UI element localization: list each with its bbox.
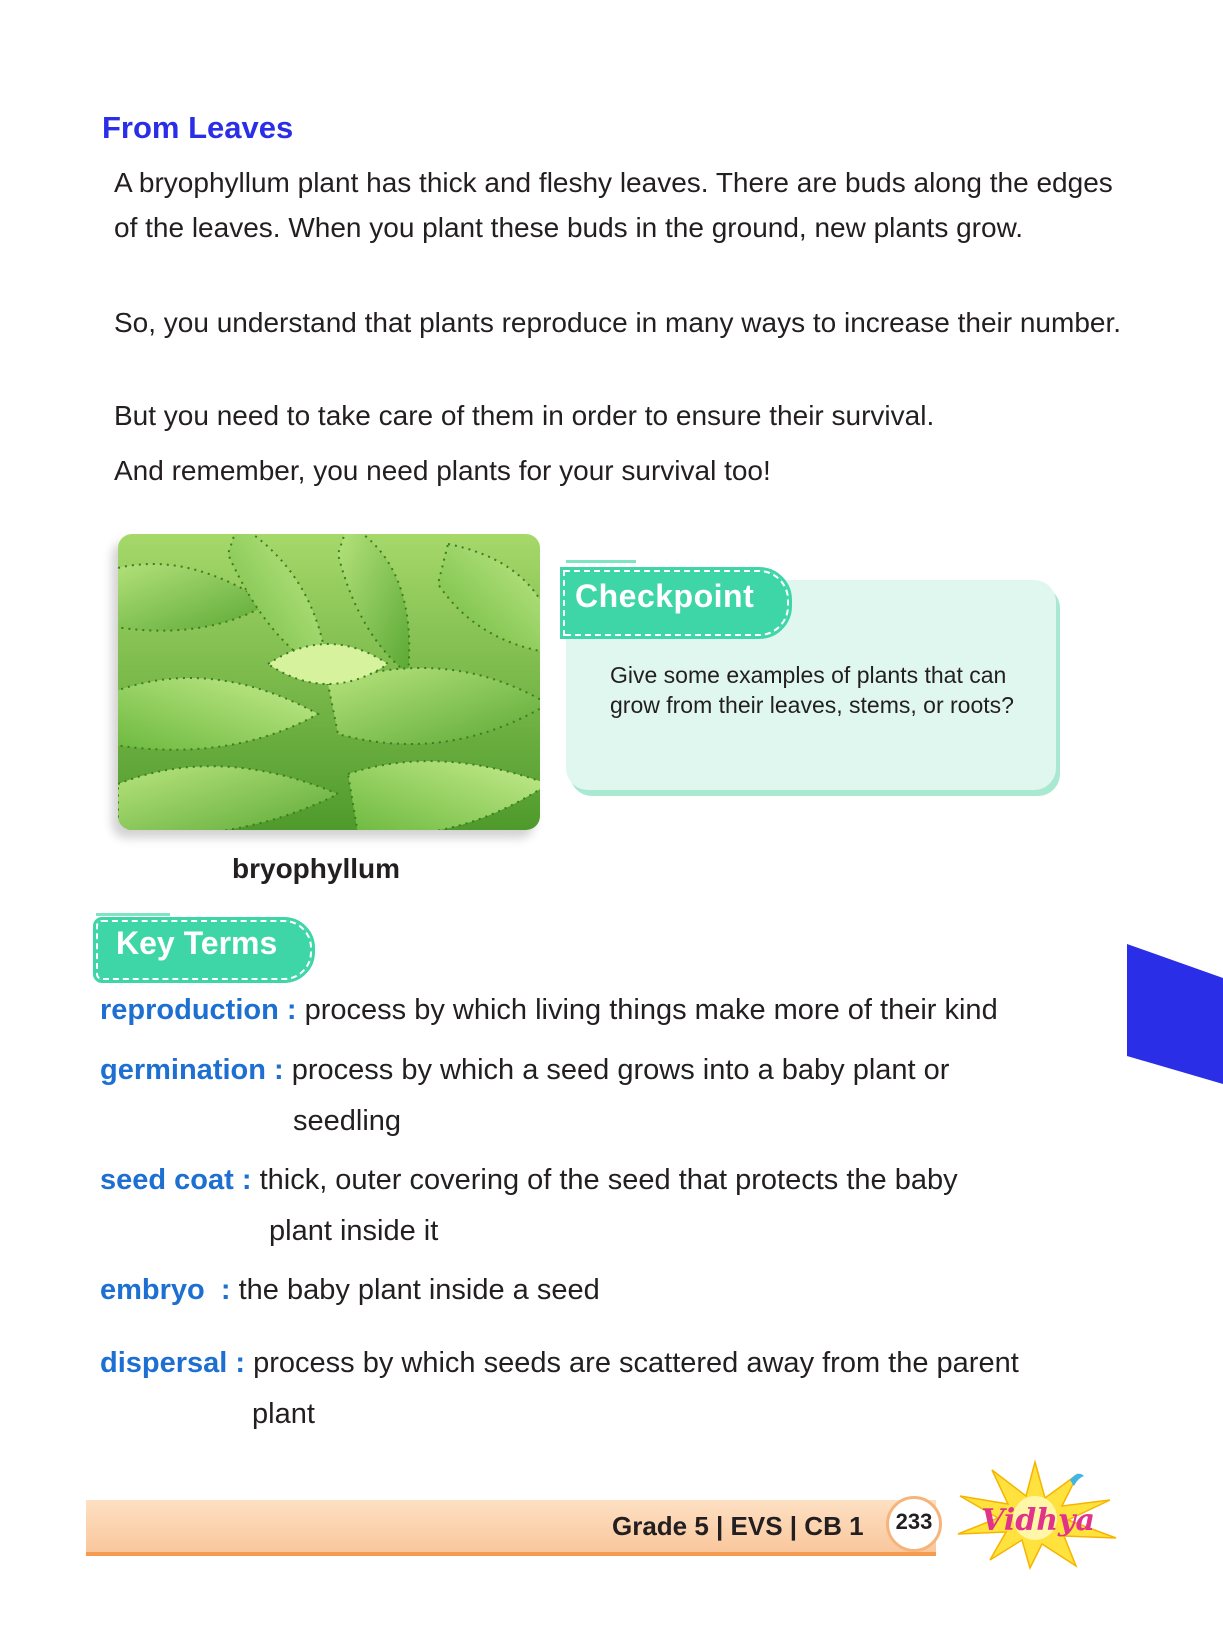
key-term-definition-continued: plant bbox=[252, 1398, 315, 1430]
footer-bar-underline bbox=[86, 1552, 936, 1556]
key-term: reproduction : bbox=[100, 994, 297, 1026]
paragraph-reproduce: So, you understand that plants reproduce in many ways to increase their number. bbox=[114, 307, 1122, 338]
key-term-row bbox=[100, 1343, 1019, 1383]
bryophyllum-photo bbox=[118, 534, 540, 830]
vidhya-logo bbox=[950, 1460, 1120, 1570]
key-term: germination : bbox=[100, 1054, 284, 1086]
key-term-definition-continued: seedling bbox=[293, 1105, 402, 1137]
checkpoint-accent-line bbox=[566, 560, 636, 563]
paragraph-remember: And remember, you need plants for your survival too! bbox=[114, 455, 771, 486]
page-number: 233 bbox=[895, 1509, 933, 1534]
key-terms-accent-line bbox=[96, 913, 170, 916]
key-term: dispersal : bbox=[100, 1347, 246, 1379]
key-terms-title: Key Terms bbox=[116, 925, 278, 961]
key-term-definition: the baby plant inside a seed bbox=[238, 1274, 600, 1306]
key-term-definition-continued: plant inside it bbox=[269, 1215, 439, 1247]
key-term-row bbox=[100, 1160, 958, 1200]
key-term-definition: process by which living things make more of their kind bbox=[304, 994, 998, 1026]
key-term-definition: thick, outer covering of the seed that protects the baby bbox=[259, 1164, 958, 1196]
photo-caption: bryophyllum bbox=[232, 853, 401, 884]
key-term-definition: process by which a seed grows into a baby plant or bbox=[291, 1054, 950, 1086]
key-term: seed coat : bbox=[100, 1164, 252, 1196]
key-term-row bbox=[100, 1050, 949, 1090]
section-heading: From Leaves bbox=[102, 110, 294, 145]
key-term: embryo : bbox=[100, 1274, 231, 1306]
vidhya-logo-text: Vidhya bbox=[981, 1503, 1095, 1538]
checkpoint-title: Checkpoint bbox=[575, 578, 755, 614]
key-term-definition: process by which seeds are scattered away from the parent bbox=[253, 1347, 1019, 1379]
paragraph-care: But you need to take care of them in order to ensure their survival. bbox=[114, 400, 935, 431]
chapter-side-tab bbox=[1127, 944, 1223, 1084]
checkpoint-question: Give some examples of plants that can grow from their leaves, stems, or roots? bbox=[610, 662, 1014, 718]
key-term-row bbox=[100, 990, 998, 1030]
footer-label: Grade 5 | EVS | CB 1 bbox=[612, 1511, 864, 1541]
paragraph-bryophyllum: A bryophyllum plant has thick and fleshy leaves. There are buds along the edges of the leaves. When you plant these buds in the ground, new plants grow. bbox=[114, 167, 1113, 243]
key-term-row bbox=[100, 1270, 600, 1310]
